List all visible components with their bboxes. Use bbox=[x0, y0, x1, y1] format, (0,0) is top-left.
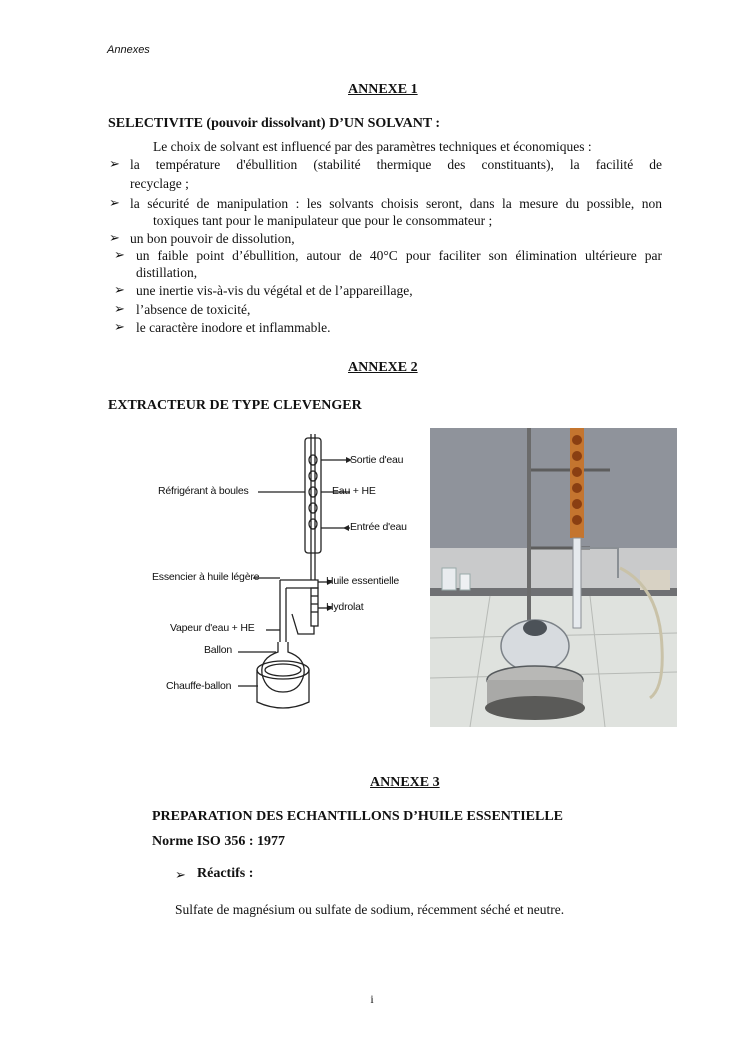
running-header: Annexes bbox=[107, 44, 150, 56]
label-sortie-eau: Sortie d'eau bbox=[350, 454, 404, 466]
annexe-1-heading: SELECTIVITE (pouvoir dissolvant) D’UN SOLVANT : bbox=[108, 116, 441, 131]
annexe-3-title: ANNEXE 3 bbox=[370, 775, 440, 790]
bullet-arrow-icon: ➢ bbox=[114, 247, 125, 262]
label-refrigerant: Réfrigérant à boules bbox=[158, 485, 249, 497]
label-hydrolat: Hydrolat bbox=[326, 601, 364, 613]
label-chauffe-ballon: Chauffe-ballon bbox=[166, 680, 232, 692]
bullet-arrow-icon: ➢ bbox=[175, 867, 186, 882]
list-item: le caractère inodore et inflammable. bbox=[136, 320, 331, 335]
bullet-arrow-icon: ➢ bbox=[109, 230, 120, 245]
bullet-arrow-icon: ➢ bbox=[109, 156, 120, 171]
label-eau-he: Eau + HE bbox=[332, 485, 376, 497]
list-item: un bon pouvoir de dissolution, bbox=[130, 231, 295, 246]
page-number: i bbox=[370, 992, 374, 1006]
list-item: la sécurité de manipulation : les solvants choisis seront, dans la mesure du possible, non bbox=[130, 196, 662, 211]
list-item: l’absence de toxicité, bbox=[136, 302, 251, 317]
annexe-1-intro: Le choix de solvant est influencé par des paramètres techniques et économiques : bbox=[153, 139, 592, 154]
norme-iso: Norme ISO 356 : 1977 bbox=[152, 834, 285, 849]
apparatus-photo bbox=[430, 428, 677, 727]
annexe-2-title: ANNEXE 2 bbox=[348, 360, 418, 375]
bullet-arrow-icon: ➢ bbox=[114, 319, 125, 334]
reactifs-heading: Réactifs : bbox=[197, 866, 254, 881]
bullet-arrow-icon: ➢ bbox=[114, 282, 125, 297]
annexe-2-heading: EXTRACTEUR DE TYPE CLEVENGER bbox=[108, 398, 362, 413]
bullet-arrow-icon: ➢ bbox=[109, 195, 120, 210]
label-ballon: Ballon bbox=[204, 644, 232, 656]
list-item: une inertie vis-à-vis du végétal et de l’appareillage, bbox=[136, 283, 413, 298]
list-item: un faible point d’ébullition, autour de 40°C pour faciliter son élimination ultérieure par bbox=[136, 248, 662, 263]
bullet-arrow-icon: ➢ bbox=[114, 301, 125, 316]
clevenger-diagram bbox=[140, 430, 425, 715]
label-essencier: Essencier à huile légère bbox=[152, 571, 260, 583]
annexe-3-heading: PREPARATION DES ECHANTILLONS D’HUILE ESSENTIELLE bbox=[152, 809, 564, 824]
label-vapeur: Vapeur d'eau + HE bbox=[170, 622, 255, 634]
label-huile-essentielle: Huile essentielle bbox=[326, 575, 400, 587]
list-item-continuation: recyclage ; bbox=[130, 176, 189, 191]
reactifs-text: Sulfate de magnésium ou sulfate de sodium, récemment séché et neutre. bbox=[175, 902, 565, 917]
apparatus-photo-illustration bbox=[430, 428, 677, 727]
label-entree-eau: Entrée d'eau bbox=[350, 521, 407, 533]
list-item-continuation: toxiques tant pour le manipulateur que pour le consommateur ; bbox=[153, 213, 493, 228]
list-item-continuation: distillation, bbox=[136, 265, 198, 280]
list-item: la température d'ébullition (stabilité thermique des constituants), la facilité de bbox=[130, 157, 662, 172]
annexe-1-title: ANNEXE 1 bbox=[348, 82, 418, 97]
